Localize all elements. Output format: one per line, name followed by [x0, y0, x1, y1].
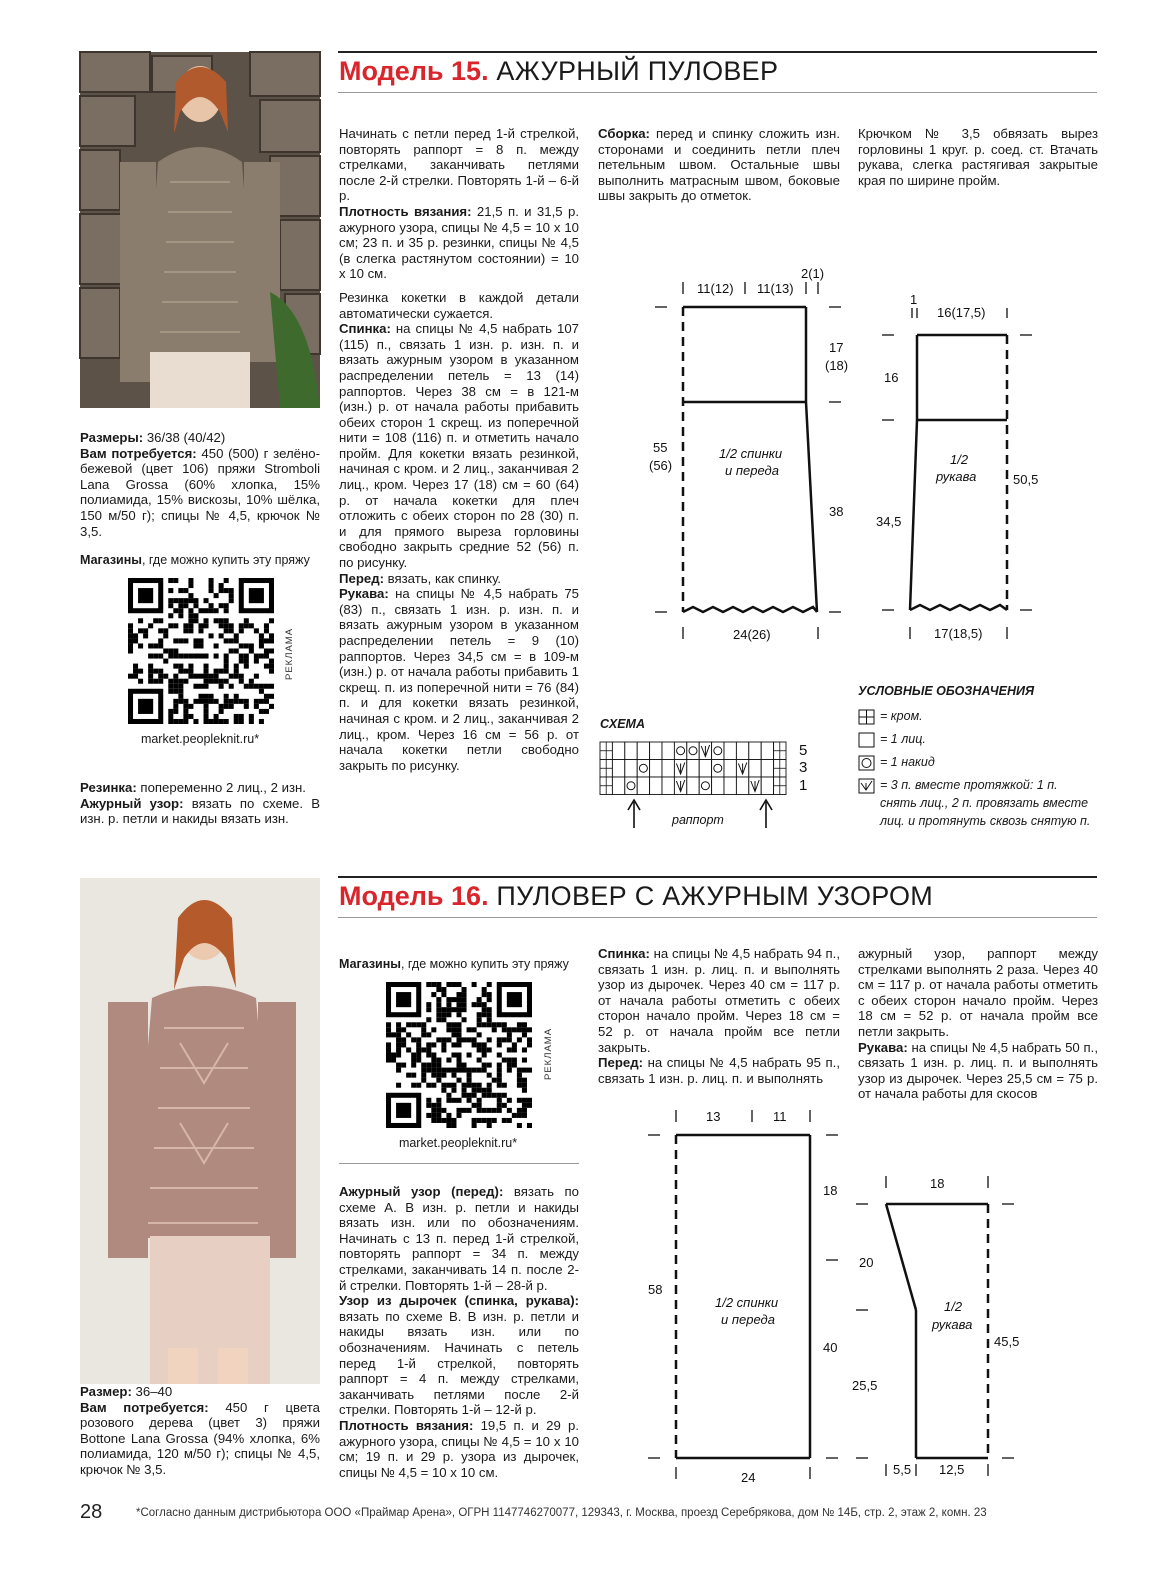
row-num-1: 1 — [799, 777, 808, 794]
legend-item-knit: = 1 лиц. — [858, 730, 1098, 748]
yoke-note: Резинка кокетки в каждой детали автоматически сужается. — [339, 289, 579, 321]
chart-cell — [736, 742, 748, 760]
chart-cell — [749, 760, 761, 778]
lace-continued-16: ажурный узор, раппорт между стрелками выполнять 2 раза. Через 40 см = 117 р. от начала работы отметить с обеих сторон начало пройм. Через 18 см = 52 р. от начала пройм все петли закрыть. — [858, 946, 1098, 1039]
back-label: Спинка: — [339, 321, 391, 337]
qr-code[interactable] — [128, 578, 274, 724]
chart-cell — [625, 742, 637, 760]
sleeve-schematic-16 — [848, 1172, 1038, 1490]
sleeve16-dim-top: 18 — [930, 1176, 945, 1191]
knit-stitch-icon — [858, 732, 876, 748]
sleeve-dim-top-a: 1 — [910, 292, 918, 307]
materials-label: Вам потребуется: — [80, 445, 197, 461]
dim16-lower: 40 — [823, 1340, 838, 1355]
dim-yoke-2: (18) — [825, 358, 849, 373]
sizes-label: Размеры: — [80, 430, 144, 445]
sleeve-schematic — [872, 290, 1042, 648]
stitch-chart — [598, 740, 818, 832]
sizes-value: 36/38 (40/42) — [143, 430, 226, 445]
chart-cell — [761, 742, 773, 760]
shops-caption-16: Магазины, где можно купить эту пряжу — [339, 957, 569, 971]
chart-cell — [761, 777, 773, 795]
legend-item-edge: = кром. — [858, 707, 1098, 725]
edge-stitch-icon — [858, 709, 876, 725]
materials-text: 450 (500) г зелёно-бежевой (цвет 106) пряжи Stromboli Lana Grossa (60% хлопка, 15% полиамида, 15% вискозы, 10% шёлка, 150 м/50 г); спицы № 4,5, крючок № 3,5. — [80, 445, 321, 539]
chart-cell — [625, 760, 637, 778]
chart-cell — [650, 760, 662, 778]
chart-cell — [650, 777, 662, 795]
chart-cell — [736, 777, 748, 795]
intro-text: Начинать с петли перед 1-й стрелкой, повторять раппорт = 8 п. между стрелками, заканчивать петлями после 2-й стрелки. Повторять 1-й – 6-й р. — [339, 126, 579, 204]
legend-item-dec: = 3 п. вместе протяжкой: 1 п. снять лиц., 2 п. провязать вместе лиц. и протянуть сквозь снятую п. — [858, 776, 1098, 830]
chart-cell — [612, 742, 624, 760]
sleeve-dim-total: 50,5 — [1013, 472, 1039, 487]
chart-cell — [612, 777, 624, 795]
sleeve-dim-bottom: 17(18,5) — [934, 626, 983, 641]
chart-cell — [637, 777, 649, 795]
sleeve16-label-1: 1/2 — [944, 1299, 963, 1314]
chart-cell — [612, 760, 624, 778]
footnote: *Согласно данным дистрибьютора ООО «Праймар Арена», ОГРН 1147746270077, 129343, г. Москва, проезд Серебрякова, дом № 14Б, стр. 2, этаж 2, комн. 23 — [136, 1507, 987, 1519]
back-label-16: Спинка: — [598, 946, 650, 961]
dim16-top-a: 13 — [706, 1109, 721, 1124]
finishing-text: Крючком № 3,5 обвязать вырез горловины 1 круг. р. соед. ст. Втачать рукава, слегка растягивая закрытые края по ширине пройм. — [858, 126, 1098, 188]
row-num-3: 3 — [799, 759, 808, 776]
chart-cell — [650, 742, 662, 760]
front-label-16: Перед: — [598, 1055, 643, 1071]
chart-cell — [662, 742, 674, 760]
yarn-over-icon — [858, 755, 876, 771]
piece16-label-1: 1/2 спинки — [715, 1295, 779, 1310]
lace-front-label: Ажурный узор (перед): — [339, 1184, 504, 1199]
chart-cell — [761, 760, 773, 778]
sleeve-dim-top-b: 16(17,5) — [937, 305, 986, 320]
page-number: 28 — [80, 1501, 103, 1523]
chart-cell — [637, 742, 649, 760]
chart-cell — [687, 760, 699, 778]
front-label: Перед: — [339, 570, 384, 586]
dim16-total: 58 — [648, 1282, 663, 1297]
chart-cell — [712, 777, 724, 795]
sleeve-label-1: 1/2 — [950, 452, 969, 467]
chart-cell — [749, 742, 761, 760]
shop-link-16[interactable]: market.peopleknit.ru* — [398, 1136, 518, 1150]
qr-code-16[interactable] — [386, 982, 532, 1128]
sleeve-label-16: Рукава: — [858, 1039, 908, 1055]
chart-cell — [687, 777, 699, 795]
model-15-title: Модель 15. АЖУРНЫЙ ПУЛОВЕР — [339, 56, 779, 86]
dim-total-2: (56) — [649, 458, 673, 473]
sleeve16-dim-bottom-a: 5,5 — [893, 1462, 912, 1477]
chart-cell — [662, 777, 674, 795]
body-schematic — [645, 262, 849, 647]
assembly-label: Сборка: — [598, 126, 650, 141]
model-16-photo — [80, 878, 320, 1384]
size-label-16: Размер: — [80, 1384, 132, 1399]
dim-total: 55 — [653, 440, 668, 455]
shops-caption: Магазины, где можно купить эту пряжу — [80, 553, 310, 567]
piece16-label-2: и переда — [721, 1312, 775, 1327]
dim-lower: 38 — [829, 504, 844, 519]
dim-top-a: 11(12) — [697, 281, 734, 296]
sleeve16-dim-bottom-b: 12,5 — [939, 1462, 965, 1477]
sleeve16-dim-total: 45,5 — [994, 1334, 1020, 1349]
dim-yoke: 17 — [829, 340, 844, 355]
sleeve16-label-2: рукава — [932, 1317, 973, 1332]
rib-label: Резинка: — [80, 780, 137, 795]
density-label: Плотность вязания: — [339, 203, 472, 219]
sleeve-dim-lower: 34,5 — [876, 514, 902, 529]
legend-item-yo: = 1 накид — [858, 753, 1098, 771]
sleeve16-dim-slope: 20 — [859, 1255, 874, 1270]
rapport-label: раппорт — [672, 813, 724, 827]
chart-cell — [724, 777, 736, 795]
chart-cell — [699, 760, 711, 778]
holes-label: Узор из дырочек (спинка, рукава): — [339, 1293, 579, 1309]
dim-top-b: 11(13) — [757, 281, 794, 296]
piece-label-1: 1/2 спинки — [719, 446, 783, 461]
chart-cell — [724, 742, 736, 760]
dim-top-c: 2(1) — [801, 266, 825, 281]
dim-bottom: 24(26) — [733, 627, 771, 642]
density-label-16: Плотность вязания: — [339, 1417, 474, 1433]
dim16-top-b: 11 — [773, 1109, 787, 1124]
lace-label: Ажурный узор: — [80, 795, 184, 811]
row-num-5: 5 — [799, 742, 808, 759]
piece-label-2: и переда — [725, 463, 779, 478]
three-together-icon — [858, 778, 876, 794]
reklama-label: РЕКЛАМА — [284, 627, 295, 680]
shop-link[interactable]: market.peopleknit.ru* — [140, 732, 260, 746]
body-schematic-16 — [640, 1100, 850, 1490]
chart-title: СХЕМА — [600, 717, 645, 731]
dim16-bottom: 24 — [741, 1470, 756, 1485]
legend-title: УСЛОВНЫЕ ОБОЗНАЧЕНИЯ — [858, 684, 1035, 698]
sleeve16-dim-lower: 25,5 — [852, 1378, 878, 1393]
materials-label-16: Вам потребуется: — [80, 1399, 209, 1415]
model-15-photo — [80, 52, 320, 408]
chart-cell — [724, 760, 736, 778]
sleeve-dim-yoke: 16 — [884, 370, 899, 385]
model-16-title: Модель 16. ПУЛОВЕР С АЖУРНЫМ УЗОРОМ — [339, 881, 934, 911]
sleeve-label: Рукава: — [339, 586, 389, 602]
dim16-yoke: 18 — [823, 1183, 838, 1198]
reklama-label-16: РЕКЛАМА — [543, 1027, 554, 1080]
sleeve-label-2: рукава — [936, 469, 977, 484]
chart-cell — [662, 760, 674, 778]
